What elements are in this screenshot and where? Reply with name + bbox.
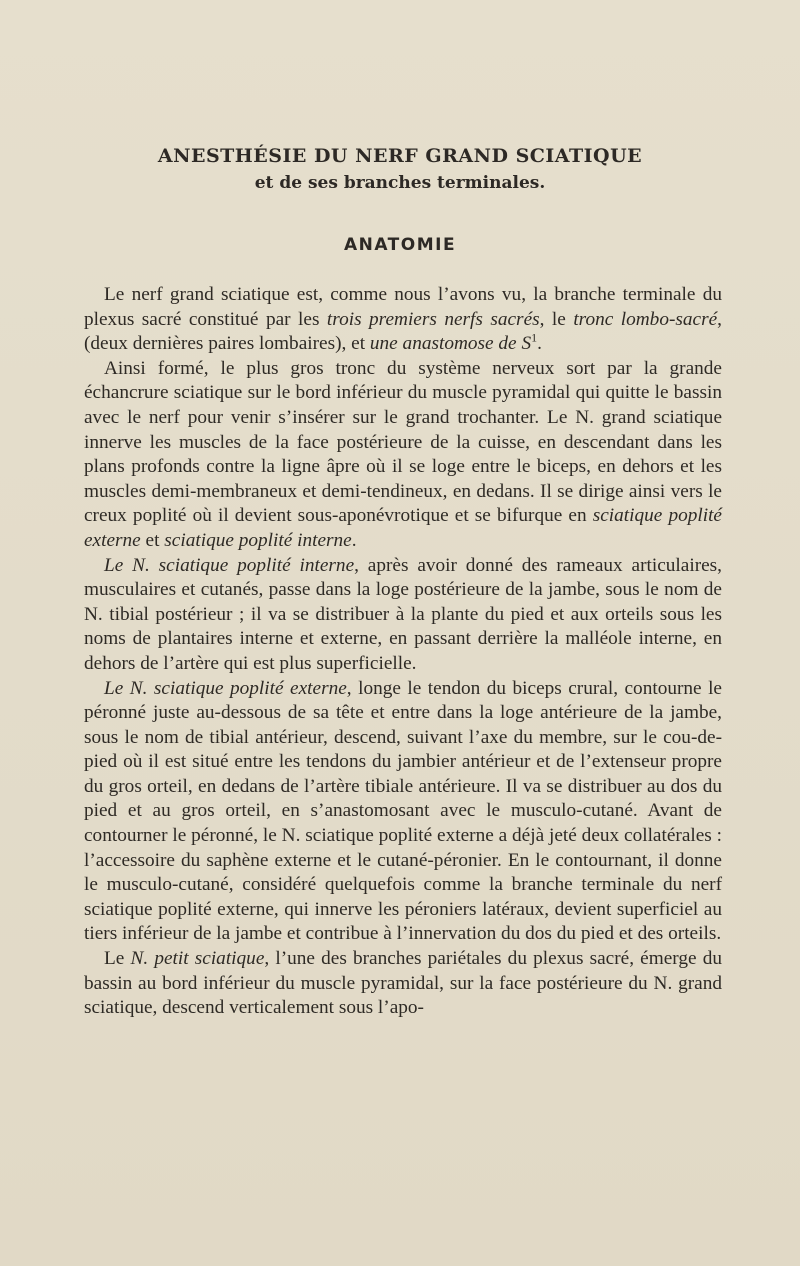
italic-run: Le N. sciatique poplité interne xyxy=(104,554,355,576)
footnote-superscript: 1 xyxy=(531,330,538,345)
text-run: Le nerf grand sciatique est, comme nous l’avons vu, la branche terminale du plexus sacré constitué par les xyxy=(84,284,722,330)
main-title: ANESTHÉSIE DU NERF GRAND SCIATIQUE xyxy=(157,145,643,167)
text-run: , longe le tendon du biceps crural, contourne le péronné juste au-dessous de sa tête et entre dans la loge antérieure de la jambe, sous le nom de tibial antérieur, descend, suivant l’axe du membre, sur le cou-de-pied où il est situé entre les tendons du jambier antérieur et de l’extenseur propre du gros orteil, en dedans de l’artère tibiale antérieure. Il va se distribuer au dos du pied et au gros orteil, en s’anastomosant avec le musculo-cutané. Avant de contourner le péronné, le N. sciatique poplité externe a déjà jeté deux collatérales : l’accessoire du saphène externe et le cutané-péronier. En le contournant, il donne le musculo-cutané, considéré quelquefois comme la branche terminale du nerf sciatique poplité externe, qui innerve les péroniers latéraux, devient superficiel au tiers inférieur de la jambe et contribue à l’innervation du dos du pied et des orteils. xyxy=(84,677,722,945)
text-run: . xyxy=(537,333,542,355)
italic-run: trois premiers nerfs sacrés xyxy=(326,308,540,330)
title-block xyxy=(0,145,800,193)
italic-run: sciatique poplité externe xyxy=(84,505,722,551)
italic-run: N. petit sciatique xyxy=(130,948,265,970)
subtitle: et de ses branches terminales. xyxy=(254,173,546,193)
text-run: Le xyxy=(104,948,131,970)
text-run: Ainsi formé, le plus gros tronc du système nerveux sort par la grande échancrure sciatique sur le bord inférieur du muscle pyramidal qui quitte le bassin avec le nerf pour venir s’insérer sur le grand trochanter. Le N. grand sciatique innerve les muscles de la face postérieure de la cuisse, en descendant dans les plans profonds contre la ligne âpre où il se loge entre le biceps, en dehors et les muscles demi-membraneux et demi-tendineux, en dedans. Il se dirige ainsi vers le creux poplité où il devient sous-aponévrotique et se bifurque en xyxy=(84,357,722,527)
text-run: et xyxy=(140,529,165,551)
text-run: , (deux dernières paires lombaires), et xyxy=(84,308,722,355)
italic-run: Le N. sciatique poplité externe xyxy=(104,677,347,699)
body-text xyxy=(84,283,722,1021)
paragraph-2 xyxy=(84,357,722,554)
text-run: , l’une des branches pariétales du plexus sacré, émerge du bassin au bord inférieur du muscle pyramidal, sur la face postérieure du N. grand sciatique, descend verticalement sous l’apo- xyxy=(84,948,723,1019)
paragraph-3 xyxy=(84,554,722,677)
paragraph-5 xyxy=(84,947,722,1021)
italic-run: sciatique poplité interne xyxy=(164,529,352,551)
text-run: , le xyxy=(539,308,574,330)
paragraph-1 xyxy=(84,283,722,357)
italic-run: tronc lombo-sacré xyxy=(573,308,718,330)
text-run: , après avoir donné des rameaux articulaires, musculaires et cutanés, passe dans la loge postérieure de la jambe, sous le nom de N. tibial postérieur ; il va se distribuer à la plante du pied et aux orteils sous les noms de plantaires interne et externe, en passant derrière la malléole interne, en dehors de l’artère qui est plus superficielle. xyxy=(84,554,723,674)
text-run: . xyxy=(351,529,357,551)
paragraph-4 xyxy=(84,677,722,948)
italic-run: une anastomose de S xyxy=(369,333,532,355)
section-heading: ANATOMIE xyxy=(343,235,457,255)
